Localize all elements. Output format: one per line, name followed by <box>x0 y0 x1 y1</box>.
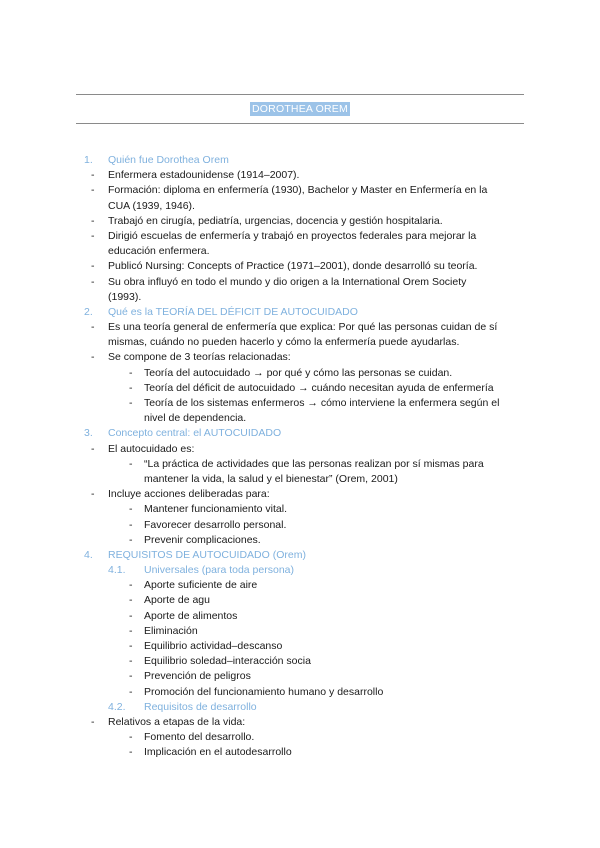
list-number: 4.2. <box>108 700 126 713</box>
bullet-dash: - <box>91 169 95 182</box>
bullet-dash: - <box>91 214 95 227</box>
bullet-dash: - <box>129 533 133 546</box>
line-text: Equilibrio soledad–interacción socia <box>144 655 311 668</box>
line-text: Promoción del funcionamiento humano y desarrollo <box>144 685 384 698</box>
bullet-item <box>0 259 600 274</box>
subsection-heading <box>0 700 600 715</box>
sub-bullet-item <box>0 730 600 745</box>
bullet-item <box>0 320 600 335</box>
line-text: Eliminación <box>144 624 198 637</box>
bullet-dash: - <box>129 579 133 592</box>
bullet-dash: - <box>91 488 95 501</box>
bullet-item <box>0 214 600 229</box>
title-container <box>76 99 524 117</box>
line-text: educación enfermera. <box>108 245 210 258</box>
bullet-continuation <box>0 335 600 350</box>
line-text: Qué es la TEORÍA DEL DÉFICIT DE AUTOCUIDADO <box>108 305 358 318</box>
line-text: Dirigió escuelas de enfermería y trabajó en proyectos federales para mejorar la <box>108 229 477 242</box>
bullet-item <box>0 183 600 198</box>
sub-bullet-item <box>0 669 600 684</box>
bullet-item <box>0 487 600 502</box>
sub-bullet-continuation <box>0 472 600 487</box>
bullet-dash: - <box>129 594 133 607</box>
bullet-dash: - <box>91 351 95 364</box>
line-text: Equilibrio actividad–descanso <box>144 640 283 652</box>
line-text: (1993). <box>108 290 142 303</box>
line-text: Su obra influyó en todo el mundo y dio origen a la International Orem Society <box>108 275 467 288</box>
bullet-item <box>0 229 600 244</box>
bullet-dash: - <box>91 184 95 197</box>
line-text: Prevenir complicaciones. <box>144 533 261 546</box>
bullet-dash: - <box>129 640 133 652</box>
bullet-dash: - <box>129 366 133 379</box>
line-text: Favorecer desarrollo personal. <box>144 518 287 531</box>
bullet-dash: - <box>129 518 133 531</box>
line-text: Aporte de agu <box>144 594 210 607</box>
line-text: Teoría del déficit de autocuidado → cuándo necesitan ayuda de enfermería <box>144 381 494 394</box>
bullet-dash: - <box>129 609 133 622</box>
document-body <box>0 153 600 761</box>
sub-bullet-item <box>0 502 600 517</box>
section-heading <box>0 548 600 563</box>
header-bottom-rule <box>76 123 524 124</box>
bullet-dash: - <box>129 624 133 637</box>
bullet-item <box>0 275 600 290</box>
line-text: Quién fue Dorothea Orem <box>108 154 229 166</box>
line-text: Publicó Nursing: Concepts of Practice (1971–2001), donde desarrolló su teoría. <box>108 260 478 273</box>
line-text: nivel de dependencia. <box>144 412 247 425</box>
sub-bullet-item <box>0 639 600 654</box>
subsection-heading <box>0 563 600 578</box>
bullet-dash: - <box>129 503 133 516</box>
line-text: “La práctica de actividades que las personas realizan por sí mismas para <box>144 457 484 470</box>
sub-bullet-item <box>0 533 600 548</box>
line-text: Formación: diploma en enfermería (1930), Bachelor y Master en Enfermería en la <box>108 184 488 197</box>
bullet-dash: - <box>91 275 95 288</box>
sub-bullet-item <box>0 609 600 624</box>
sub-bullet-item <box>0 593 600 608</box>
line-text: Enfermera estadounidense (1914–2007). <box>108 169 300 182</box>
line-text: Fomento del desarrollo. <box>144 731 255 744</box>
bullet-continuation <box>0 244 600 259</box>
list-number: 3. <box>84 427 93 440</box>
bullet-dash: - <box>129 731 133 744</box>
bullet-dash: - <box>91 321 95 334</box>
bullet-dash: - <box>91 260 95 273</box>
sub-bullet-item <box>0 624 600 639</box>
line-text: Mantener funcionamiento vital. <box>144 503 287 516</box>
bullet-dash: - <box>91 229 95 242</box>
bullet-continuation <box>0 290 600 305</box>
sub-bullet-item <box>0 745 600 760</box>
line-text: Aporte suficiente de aire <box>144 579 258 592</box>
sub-bullet-item <box>0 381 600 396</box>
sub-bullet-item <box>0 518 600 533</box>
bullet-dash: - <box>91 715 95 728</box>
line-text: Teoría del autocuidado → por qué y cómo las personas se cuidan. <box>144 366 453 379</box>
line-text: Prevención de peligros <box>144 670 251 683</box>
section-heading <box>0 153 600 168</box>
list-number: 1. <box>84 154 93 166</box>
list-number: 4. <box>84 548 93 561</box>
line-text: Universales (para toda persona) <box>144 564 294 577</box>
bullet-item <box>0 168 600 183</box>
bullet-item <box>0 715 600 730</box>
sub-bullet-continuation <box>0 411 600 426</box>
section-heading <box>0 426 600 441</box>
line-text: Requisitos de desarrollo <box>144 700 257 713</box>
line-text: CUA (1939, 1946). <box>108 199 195 212</box>
sub-bullet-item <box>0 396 600 411</box>
sub-bullet-item <box>0 457 600 472</box>
bullet-item <box>0 350 600 365</box>
line-text: Implicación en el autodesarrollo <box>144 746 292 759</box>
bullet-dash: - <box>91 442 95 455</box>
bullet-dash: - <box>129 457 133 470</box>
list-number: 2. <box>84 305 93 318</box>
line-text: Es una teoría general de enfermería que explica: Por qué las personas cuidan de sí <box>108 321 498 334</box>
sub-bullet-item <box>0 578 600 593</box>
header-top-rule <box>76 94 524 95</box>
document-title[interactable]: DOROTHEA OREM <box>252 103 348 115</box>
line-text: mantener la vida, la salud y el bienestar” (Orem, 2001) <box>144 472 398 485</box>
line-text: Incluye acciones deliberadas para: <box>108 488 270 501</box>
bullet-dash: - <box>129 746 133 759</box>
sub-bullet-item <box>0 366 600 381</box>
bullet-dash: - <box>129 397 133 409</box>
bullet-continuation <box>0 199 600 214</box>
line-text: mismas, cuándo no pueden hacerlo y cómo la enfermería puede ayudarlas. <box>108 336 460 349</box>
line-text: Se compone de 3 teorías relacionadas: <box>108 351 291 364</box>
line-text: Teoría de los sistemas enfermeros → cómo interviene la enfermera según el <box>144 397 500 409</box>
sub-bullet-item <box>0 685 600 700</box>
line-text: Relativos a etapas de la vida: <box>108 715 246 728</box>
section-heading <box>0 305 600 320</box>
line-text: El autocuidado es: <box>108 442 195 455</box>
line-text: Trabajó en cirugía, pediatría, urgencias, docencia y gestión hospitalaria. <box>108 214 443 227</box>
bullet-dash: - <box>129 685 133 698</box>
line-text: Concepto central: el AUTOCUIDADO <box>108 427 282 440</box>
sub-bullet-item <box>0 654 600 669</box>
bullet-dash: - <box>129 655 133 668</box>
bullet-dash: - <box>129 381 133 394</box>
bullet-dash: - <box>129 670 133 683</box>
line-text: REQUISITOS DE AUTOCUIDADO (Orem) <box>108 548 306 561</box>
bullet-item <box>0 442 600 457</box>
list-number: 4.1. <box>108 564 126 577</box>
line-text: Aporte de alimentos <box>144 609 238 622</box>
